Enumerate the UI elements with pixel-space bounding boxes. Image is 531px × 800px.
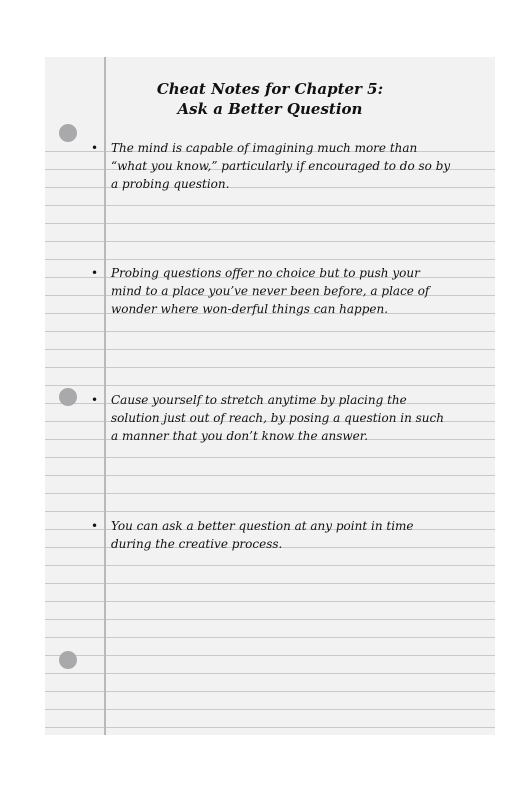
note-text-1: The mind is capable of imagining much more than “what you know,” particularly if encouraged to do so by a probing question. xyxy=(111,141,451,191)
punch-hole-top xyxy=(59,124,77,142)
note-bullet-4 xyxy=(91,517,451,553)
note-bullet-1 xyxy=(91,139,451,193)
punch-hole-bottom xyxy=(59,651,77,669)
bullet-dot: • xyxy=(91,393,99,407)
note-bullet-3 xyxy=(91,391,451,445)
page-title xyxy=(45,79,495,119)
note-text-2: Probing questions offer no choice but to push your mind to a place you’ve never been before, a place of wonder where won-derful things can happen. xyxy=(111,266,430,316)
bullet-dot: • xyxy=(91,141,99,155)
punch-hole-middle xyxy=(59,388,77,406)
title-line-2: Ask a Better Question xyxy=(177,100,363,118)
bullet-dot: • xyxy=(91,266,99,280)
notebook-page xyxy=(45,57,495,735)
bullet-dot: • xyxy=(91,519,99,533)
note-text-3: Cause yourself to stretch anytime by placing the solution just out of reach, by posing a question in such a manner that you don’t know the answer. xyxy=(111,393,444,443)
title-line-1: Cheat Notes for Chapter 5: xyxy=(156,80,384,98)
note-text-4: You can ask a better question at any point in time during the creative process. xyxy=(111,519,414,551)
note-bullet-2 xyxy=(91,264,451,318)
